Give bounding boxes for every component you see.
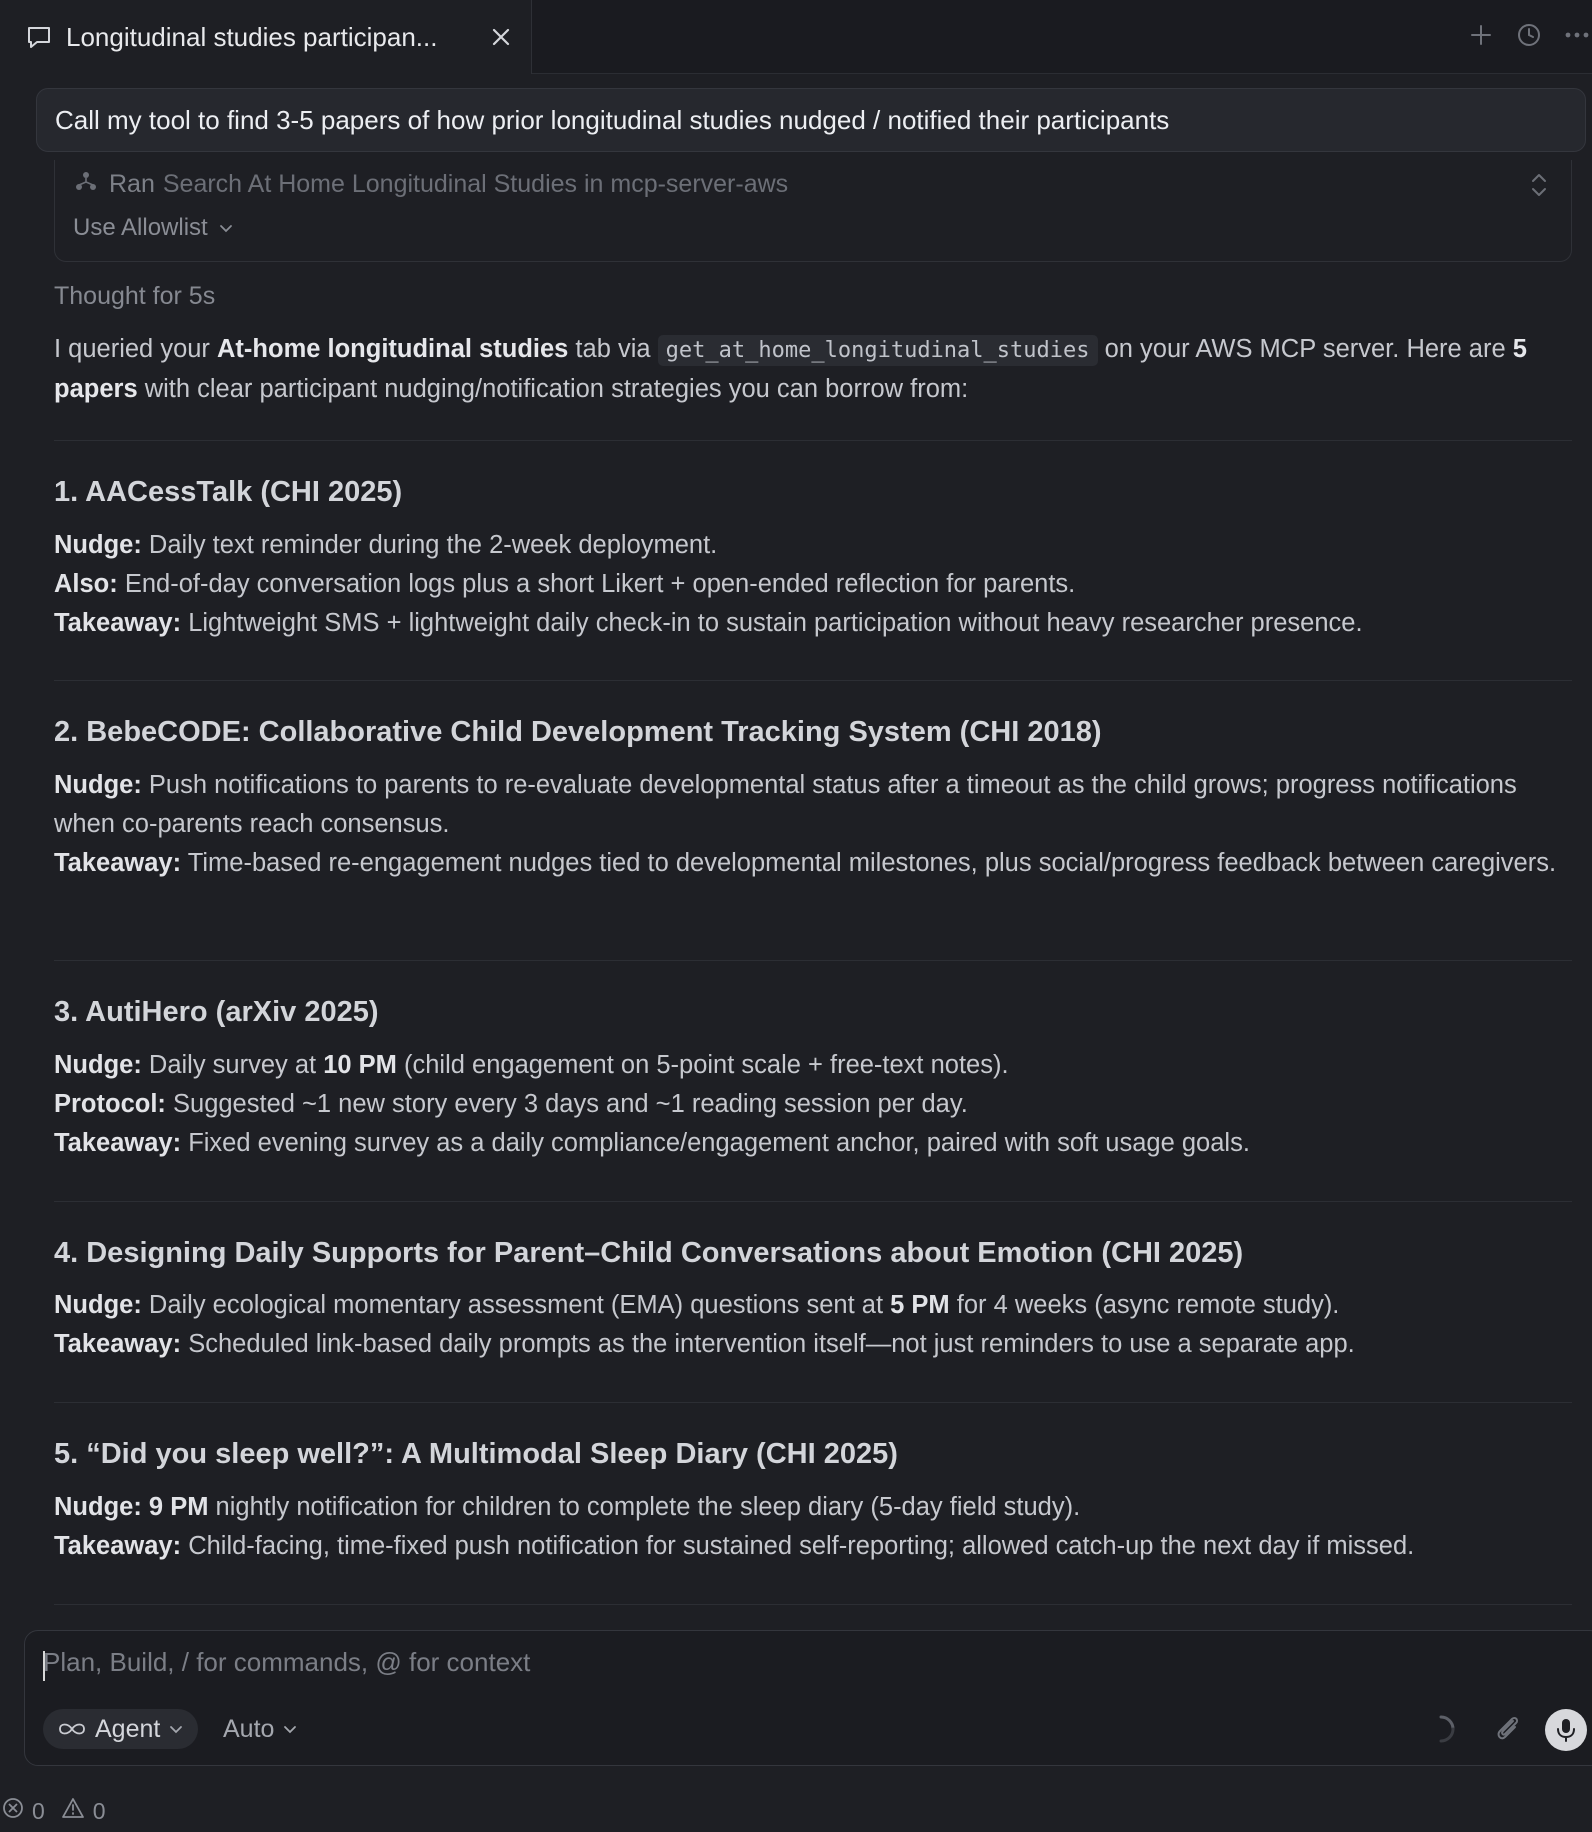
error-count: 0	[32, 1797, 45, 1824]
line-text: Lightweight SMS + lightweight daily check-in to sustain participation without heavy researcher presence.	[181, 609, 1363, 637]
line-label: Nudge:	[54, 1493, 142, 1521]
user-message[interactable]	[36, 88, 1586, 152]
tab-bar	[0, 0, 1592, 74]
intro-bold-1: At-home longitudinal studies	[217, 335, 569, 363]
line-label: Nudge:	[54, 1291, 142, 1319]
intro-bold-2: 5 papers	[54, 335, 1527, 403]
paper-title: 4. Designing Daily Supports for Parent–Child Conversations about Emotion (CHI 2025)	[54, 1237, 1244, 1269]
line-text: Suggested ~1 new story every 3 days and ~1 reading session per day.	[165, 1090, 968, 1118]
divider	[54, 1604, 1572, 1605]
line-text: Daily text reminder during the 2-week deployment.	[141, 531, 718, 559]
paper-title: 2. BebeCODE: Collaborative Child Development Tracking System (CHI 2018)	[54, 716, 1102, 748]
paper-line	[54, 844, 1572, 883]
chevron-down-icon	[168, 1715, 184, 1744]
line-label: Also:	[54, 570, 118, 598]
line-text: End-of-day conversation logs plus a short Likert + open-ended reflection for parents.	[117, 570, 1076, 598]
paper-title: 3. AutiHero (arXiv 2025)	[54, 996, 379, 1028]
paper-line	[54, 1124, 1572, 1163]
agent-label: Agent	[95, 1714, 161, 1743]
paper-line	[54, 1488, 1572, 1527]
intro-text-4: with clear participant nudging/notification strategies you can borrow from:	[137, 375, 969, 403]
more-options-icon[interactable]	[1562, 18, 1592, 52]
paper-line	[54, 1085, 1572, 1124]
agent-mode-selector[interactable]	[43, 1709, 198, 1749]
paper-title: 1. AACessTalk (CHI 2025)	[54, 476, 403, 508]
tool-icon	[75, 170, 97, 199]
tab-title: Longitudinal studies participan...	[66, 21, 438, 52]
composer-input[interactable]: Plan, Build, / for commands, @ for context	[43, 1647, 531, 1677]
line-label: Takeaway:	[54, 1532, 182, 1560]
tool-run-box	[54, 160, 1572, 262]
line-bold: 9 PM	[148, 1493, 209, 1521]
line-text: for 4 weeks (async remote study).	[949, 1291, 1340, 1319]
line-text: Child-facing, time-fixed push notification for sustained self-reporting; allowed catch-up the next day if missed.	[181, 1532, 1415, 1560]
paper-line	[54, 1046, 1572, 1085]
allowlist-label: Use Allowlist	[73, 214, 208, 241]
paper-line	[54, 766, 1572, 844]
intro-text-1: I queried your	[54, 335, 218, 363]
tab-actions	[1466, 18, 1592, 52]
line-text: Fixed evening survey as a daily compliance/engagement anchor, paired with soft usage goals.	[181, 1129, 1250, 1157]
chat-composer[interactable]	[24, 1630, 1592, 1766]
line-text	[142, 1493, 149, 1521]
divider	[54, 960, 1572, 961]
model-selector[interactable]	[223, 1709, 298, 1749]
chat-bubble-icon	[26, 23, 54, 51]
paper-line	[54, 1527, 1572, 1566]
microphone-icon[interactable]	[1545, 1709, 1587, 1751]
warnings-indicator[interactable]	[61, 1797, 106, 1825]
line-bold: 10 PM	[323, 1051, 397, 1079]
line-text: Scheduled link-based daily prompts as the intervention itself—not just reminders to use a separate app.	[181, 1330, 1355, 1358]
thought-duration[interactable]: Thought for 5s	[54, 282, 216, 310]
paper-line	[54, 604, 1572, 643]
line-bold: 5 PM	[890, 1291, 950, 1319]
paper-title: 5. “Did you sleep well?”: A Multimodal Sleep Diary (CHI 2025)	[54, 1438, 898, 1470]
errors-indicator[interactable]	[2, 1797, 45, 1825]
line-label: Nudge:	[54, 531, 142, 559]
divider	[54, 440, 1572, 441]
tool-description: Search At Home Longitudinal Studies in mcp-server-aws	[162, 170, 789, 198]
line-label: Takeaway:	[54, 609, 182, 637]
user-message-text: Call my tool to find 3-5 papers of how prior longitudinal studies nudged / notified their participants	[55, 104, 1170, 135]
line-text: Push notifications to parents to re-evaluate developmental status after a timeout as the child grows; progress notifications when co-parents reach consensus.	[54, 771, 1517, 838]
line-text: Daily ecological momentary assessment (EMA) questions sent at	[141, 1291, 891, 1319]
allowlist-dropdown[interactable]	[73, 214, 236, 242]
attach-icon[interactable]	[1491, 1711, 1525, 1745]
expand-collapse-icon[interactable]	[1527, 170, 1551, 200]
model-label: Auto	[223, 1714, 275, 1743]
status-bar	[0, 1790, 1592, 1832]
inline-code: get_at_home_longitudinal_studies	[658, 335, 1098, 366]
line-label: Protocol:	[54, 1090, 166, 1118]
line-label: Nudge:	[54, 771, 142, 799]
paper-line	[54, 526, 1572, 565]
line-label: Takeaway:	[54, 849, 182, 877]
intro-text-3: on your AWS MCP server. Here are	[1097, 335, 1513, 363]
warning-triangle-icon	[61, 1797, 85, 1825]
error-circle-icon	[2, 1797, 24, 1825]
line-text: Daily survey at	[141, 1051, 324, 1079]
paper-line	[54, 1325, 1572, 1364]
close-tab-icon[interactable]	[486, 22, 516, 52]
infinity-icon	[57, 1715, 87, 1744]
paper-line	[54, 1286, 1572, 1325]
line-label: Nudge:	[54, 1051, 142, 1079]
loading-spinner-icon	[1425, 1713, 1457, 1745]
intro-text-2: tab via	[568, 335, 658, 363]
divider	[54, 680, 1572, 681]
paper-line	[54, 565, 1572, 604]
divider	[54, 1402, 1572, 1403]
history-icon[interactable]	[1514, 18, 1544, 52]
tool-ran-label: Ran	[109, 170, 155, 198]
chevron-down-icon	[218, 219, 236, 237]
line-text: Time-based re-engagement nudges tied to developmental milestones, plus social/progress feedback between caregivers.	[181, 849, 1557, 877]
line-label: Takeaway:	[54, 1330, 182, 1358]
new-chat-icon[interactable]	[1466, 18, 1496, 52]
line-text: (child engagement on 5-point scale + free-text notes).	[396, 1051, 1009, 1079]
line-label: Takeaway:	[54, 1129, 182, 1157]
intro-paragraph	[54, 330, 1572, 409]
line-text: nightly notification for children to complete the sleep diary (5-day field study).	[208, 1493, 1081, 1521]
divider	[54, 1201, 1572, 1202]
warning-count: 0	[92, 1797, 106, 1824]
tool-run-line[interactable]	[75, 170, 788, 199]
chat-tab[interactable]	[0, 0, 532, 74]
chevron-down-icon	[282, 1715, 298, 1744]
